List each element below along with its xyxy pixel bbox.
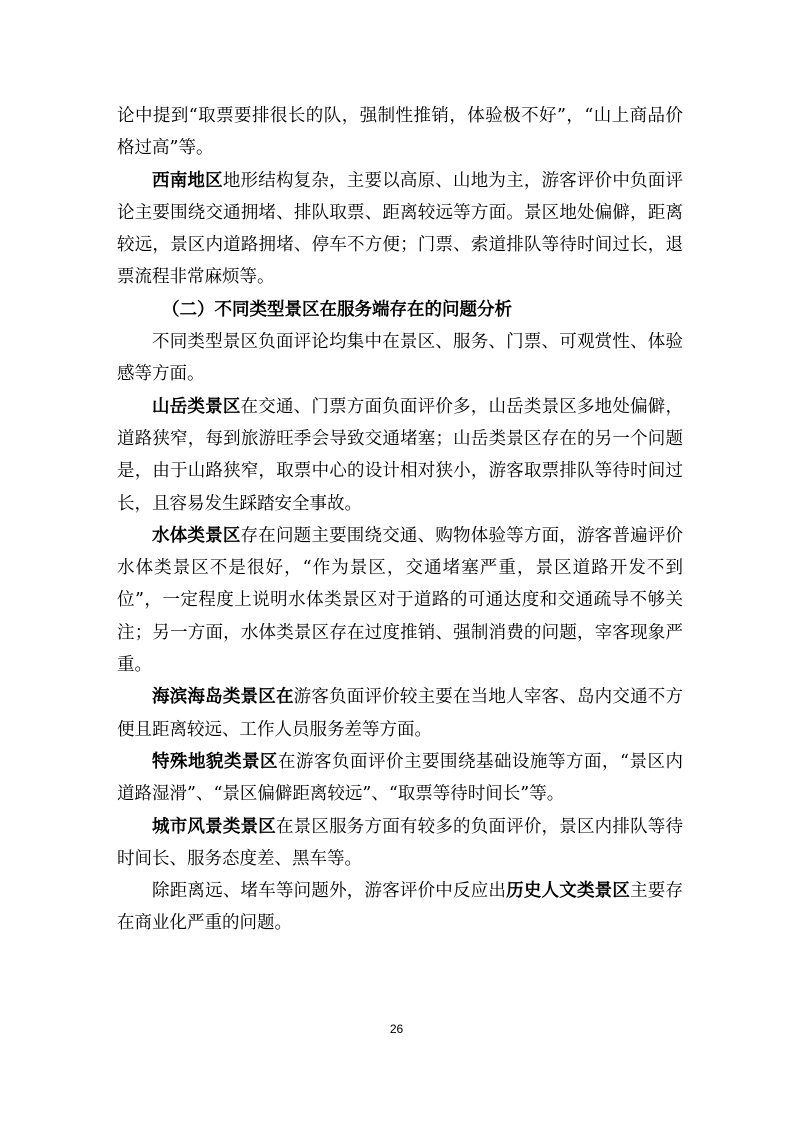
paragraph-mountain [117,391,683,520]
paragraph-text: 游客负面评价较主要在当地人宰客、岛内交通不方便且距离较远、工作人员服务差等方面。 [117,687,683,740]
paragraph-lead: 山岳类景区 [152,396,241,417]
paragraph-intro [117,326,683,391]
paragraph-emphasis: 历史人文类景区 [506,881,631,902]
body-text [117,100,683,940]
paragraph-lead: 特殊地貌类景区 [152,751,279,772]
paragraph-urban [117,811,683,876]
paragraph-text-end: 主要存在商业化严重的问题。 [117,881,684,934]
paragraph-southwest [117,165,683,294]
paragraph-lead: 西南地区 [152,170,223,191]
paragraph-text: 在交通、门票方面负面评价多，山岳类景区多地处偏僻，道路狭窄，每到旅游旺季会导致交通堵塞；山岳类景区存在的另一个问题是，由于山路狭窄，取票中心的设计相对狭小，游客取票排队等待时间过长，且容易发生踩踏安全事故。 [117,396,684,514]
paragraph-coastal [117,681,683,746]
paragraph-lead: 城市风景类景区 [152,816,276,837]
paragraph-historic [117,875,683,940]
paragraph-lead: 水体类景区 [152,525,241,546]
paragraph-text: 地形结构复杂，主要以高原、山地为主，游客评价中负面评论主要围绕交通拥堵、排队取票、距离较远等方面。景区地处偏僻，距离较远，景区内道路拥堵、停车不方便；门票、索道排队等待时间过长，退票流程非常麻烦等。 [117,170,683,288]
paragraph-text: 不同类型景区负面评论均集中在景区、服务、门票、可观赏性、体验感等方面。 [117,332,683,385]
paragraph-water [117,520,683,681]
paragraph-text: 存在问题主要围绕交通、购物体验等方面，游客普遍评价水体类景区不是很好，“作为景区，交通堵塞严重，景区道路开发不到位”，一定程度上说明水体类景区对于道路的可通达度和交通疏导不够关注；另一方面，水体类景区存在过度推销、强制消费的问题，宰客现象严重。 [117,525,684,676]
paragraph-text: 论中提到“取票要排很长的队，强制性推销，体验极不好”，“山上商品价格过高”等。 [117,106,683,159]
paragraph-landform [117,746,683,811]
paragraph-lead: 海滨海岛类景区在 [152,687,294,708]
paragraph-text: 在游客负面评价主要围绕基础设施等方面，“景区内道路湿滑”、“景区偏僻距离较远”、“取票等待时间长”等。 [117,751,683,805]
paragraph-text: 除距离远、堵车等问题外，游客评价中反应出 [152,881,507,902]
section-heading: （二）不同类型景区在服务端存在的问题分析 [162,299,512,320]
paragraph-continued [117,100,683,165]
paragraph-text: 在景区服务方面有较多的负面评价，景区内排队等待时间长、服务态度差、黑车等。 [117,816,684,869]
page-number: 26 [389,1022,404,1036]
